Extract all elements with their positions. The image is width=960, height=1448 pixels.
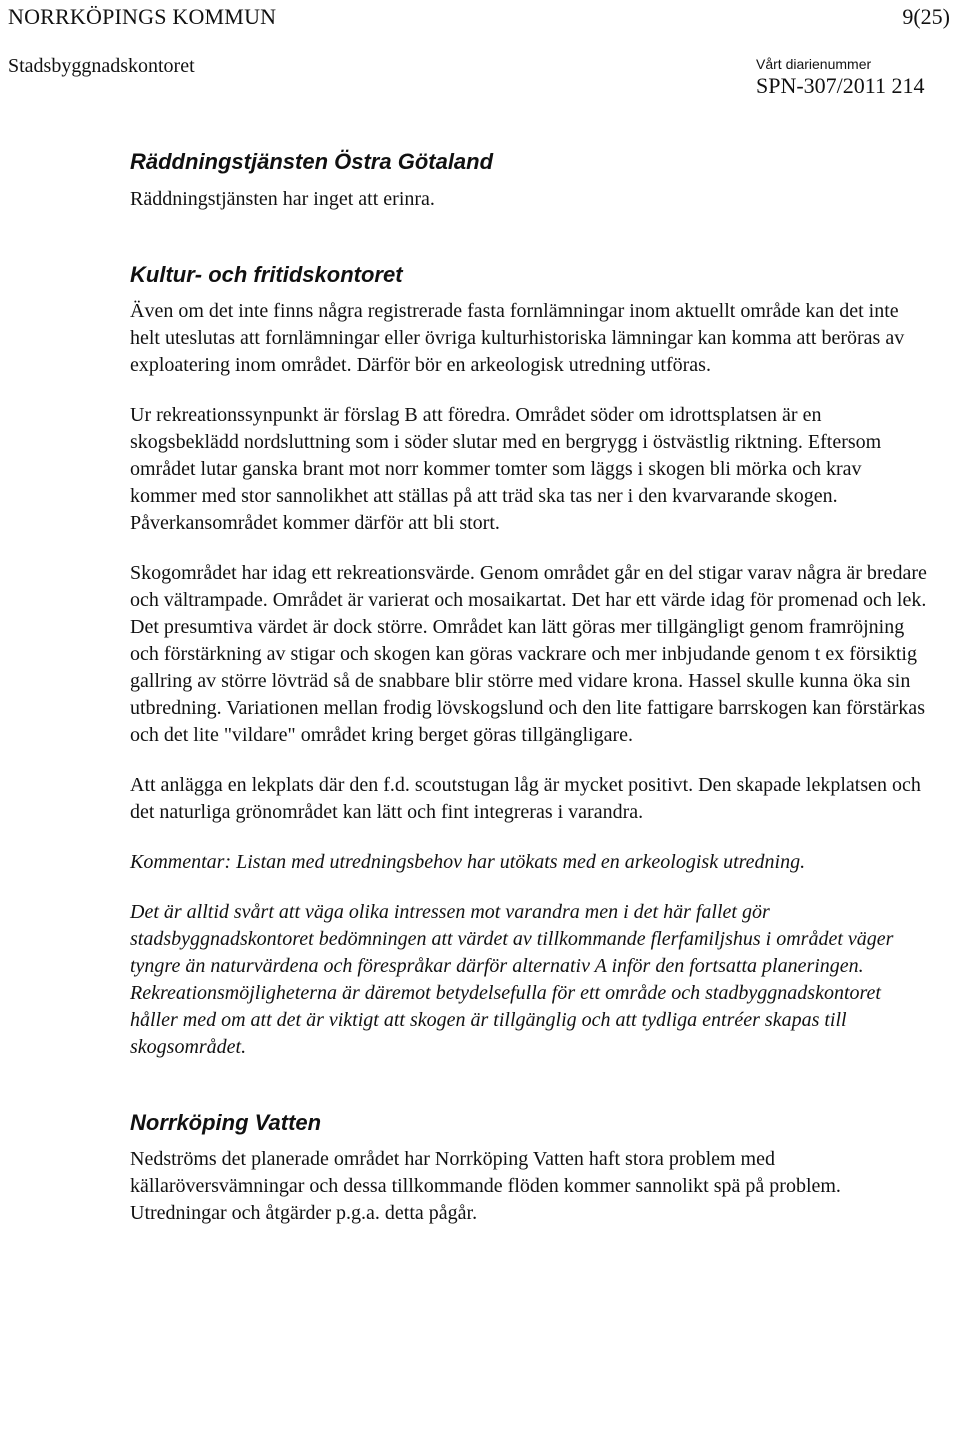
paragraph-kultur-4: Att anlägga en lekplats där den f.d. scoutstugan låg är mycket positivt. Den skapade lekplatsen och det naturliga grönområdet kan lätt och fint integreras i varandra. <box>130 774 921 823</box>
diarie-label: Vårt diarienummer <box>756 56 872 72</box>
comment-kultur-2: Det är alltid svårt att väga olika intressen mot varandra men i det här fallet gör stadsbyggnadskontoret bedömningen att värdet av tillkommande flerfamiljshus i området väger tyngre än naturvärdena och förespråkar därför alternativ A inför den fortsatta planeringen. <box>130 901 894 977</box>
paragraph-raddning: Räddningstjänsten har inget att erinra. <box>130 188 435 210</box>
page-number: 9(25) <box>902 4 950 29</box>
organization-name: NORRKÖPINGS KOMMUN <box>8 4 277 29</box>
diarie-number: SPN-307/2011 214 <box>756 73 925 98</box>
document-body <box>130 148 930 1227</box>
section-heading-kultur: Kultur- och fritidskontoret <box>130 262 403 287</box>
comment-kultur-1: Kommentar: Listan med utredningsbehov har utökats med en arkeologisk utredning. <box>130 851 806 873</box>
paragraph-kultur-3: Skogområdet har idag ett rekreationsvärde. Genom området går en del stigar varav några är bredare och vältrampade. Området är varierat och mosaikartat. Det har ett värde idag för promenad och lek. Det presumtiva värdet är dock större. Området kan lätt göras mer tillgängligt genom framröjning och förstärkning av stigar och skogen kan göras vackrare och mer inbjudande genom t ex försiktig gallring av större lövträd så de snabbare blir större med vidare krona. Hassel skulle kunna öka sin utbredning. Variationen mellan frodig lövskogslund och den lite fattigare barrskogen kan förstärkas och det lite "vildare" området kring berget göras tillgängligare. <box>130 562 927 746</box>
section-heading-vatten: Norrköping Vatten <box>130 1110 322 1135</box>
paragraph-kultur-2: Ur rekreationssynpunkt är förslag B att föredra. Området söder om idrottsplatsen är en skogsbeklädd nordsluttning som i söder slutar med en bergrygg i östvästlig riktning. Eftersom området lutar ganska brant mot norr kommer tomter som läggs i skogen bli mörka och krav kommer med stor sannolikhet att ställas på att träd ska tas ner i den kvarvarande skogen. Påverkansområdet kommer därför att bli stort. <box>130 404 882 534</box>
paragraph-kultur-1: Även om det inte finns några registrerade fasta fornlämningar inom aktuellt område kan det inte helt uteslutas att fornlämningar eller övriga kulturhistoriska lämningar kan komma att beröras av exploatering inom området. Därför bör en arkeologisk utredning utföras. <box>130 300 905 376</box>
comment-kultur-3: Rekreationsmöjligheterna är däremot betydelsefulla för ett område och stadbyggnadskontoret håller med om att det är viktigt att skogen är tillgänglig och att tydliga entréer skapas till skogsområdet. <box>130 982 881 1058</box>
department-name: Stadsbyggnadskontoret <box>8 55 195 77</box>
paragraph-vatten: Nedströms det planerade området har Norrköping Vatten haft stora problem med källaröversvämningar och dessa tillkommande flöden kommer sannolikt spä på problem. Utredningar och åtgärder p.g.a. detta pågår. <box>130 1148 841 1224</box>
section-heading-raddning: Räddningstjänsten Östra Götaland <box>130 149 494 174</box>
